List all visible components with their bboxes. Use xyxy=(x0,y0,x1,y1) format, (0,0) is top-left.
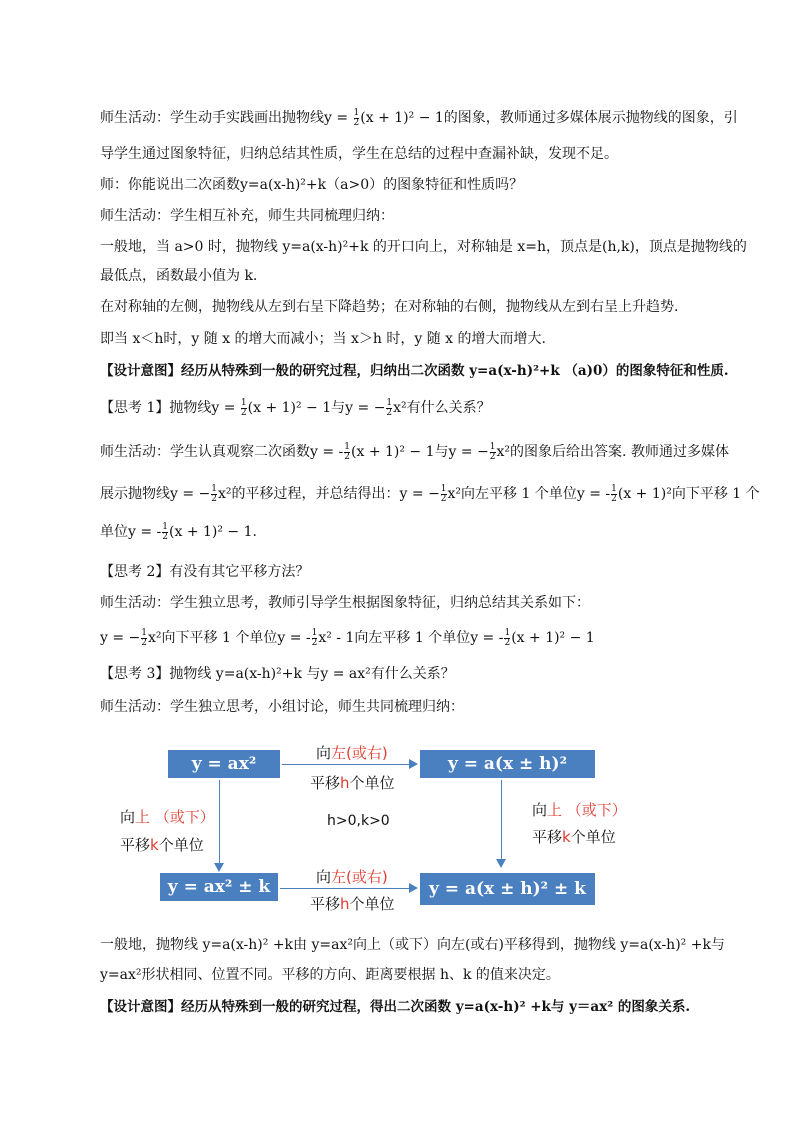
text: 向 xyxy=(120,808,136,826)
frac-den: 2 xyxy=(240,407,247,418)
arrow-down-left xyxy=(219,780,220,870)
frac-den: 2 xyxy=(353,117,360,128)
bottom-arrow-label-2 xyxy=(310,893,395,914)
text: 师生活动：学生认真观察二次函数y = - xyxy=(100,444,344,460)
think-2-chain xyxy=(100,628,595,648)
text: (x + 1)² − 1. xyxy=(169,524,257,540)
left-arrow-label-1 xyxy=(120,806,215,827)
text: x²向左平移 1 个单位y = - xyxy=(447,486,611,502)
text: x²有什么关系？ xyxy=(393,400,491,416)
text: 平移 xyxy=(532,828,563,846)
box-y-a-x-h-2-k: y = a(x ± h)² ± k xyxy=(420,873,595,905)
paragraph-general-1: 一般地，当 a>0 时，抛物线 y=a(x-h)²+k 的开口向上，对称轴是 x=h，顶点是(h,k)，顶点是抛物线的 xyxy=(100,239,747,255)
text: 个单位 xyxy=(349,895,395,913)
frac-num: 1 xyxy=(311,627,318,638)
text: 向 xyxy=(316,744,332,762)
text: 向 xyxy=(316,868,332,886)
design-intent-2: 【设计意图】经历从特殊到一般的研究过程，得出二次函数 y=a(x-h)² +k与 y＝ax² 的图象关系. xyxy=(100,999,691,1015)
text: 平移 xyxy=(120,836,151,854)
fraction xyxy=(344,443,350,462)
fraction xyxy=(162,523,168,542)
conclusion-1: 一般地，抛物线 y=a(x-h)² +k由 y=ax²向上（或下）向左(或右)平移得到，抛物线 y=a(x-h)² +k与 xyxy=(100,937,725,953)
frac-num: 1 xyxy=(611,483,617,494)
paragraph-axis: 在对称轴的左侧，抛物线从左到右呈下降趋势；在对称轴的右侧，抛物线从左到右呈上升趋势. xyxy=(100,299,679,315)
text: 个单位 xyxy=(349,774,395,792)
fraction xyxy=(386,399,392,418)
frac-den: 2 xyxy=(440,493,447,504)
frac-num: 1 xyxy=(504,627,511,638)
box-y-a-x-h-2: y = a(x ± h)² xyxy=(420,750,595,778)
text: 师生活动：学生动手实践画出抛物线y = xyxy=(100,110,353,126)
frac-num: 1 xyxy=(211,483,218,494)
paragraph-1-line-2: 导学生通过图象特征，归纳总结其性质，学生在总结的过程中查漏补缺，发现不足。 xyxy=(100,146,618,162)
frac-den: 2 xyxy=(141,637,148,648)
bottom-arrow-label-1 xyxy=(316,866,388,887)
text: k xyxy=(150,836,159,854)
condition-label: h>0,k>0 xyxy=(327,813,390,829)
frac-den: 2 xyxy=(504,637,511,648)
text: 平移 xyxy=(310,895,341,913)
right-arrow-label-1 xyxy=(532,799,627,820)
text: y = − xyxy=(100,630,141,646)
fraction xyxy=(312,629,318,648)
frac-den: 2 xyxy=(386,407,393,418)
frac-num: 1 xyxy=(353,107,360,118)
fraction xyxy=(241,399,247,418)
text: (x + 1)² − 1的图象，教师通过多媒体展示抛物线的图象，引 xyxy=(360,110,738,126)
paragraph-1-line-1 xyxy=(100,108,738,128)
paragraph-general-2: 最低点，函数最小值为 k. xyxy=(100,268,258,284)
box-y-ax2: y = ax² xyxy=(168,750,280,778)
text: 单位y = - xyxy=(100,524,162,540)
text: x²的平移过程，并总结得出：y = − xyxy=(218,486,440,502)
frac-num: 1 xyxy=(162,521,169,532)
frac-den: 2 xyxy=(489,451,496,462)
think-3: 【思考 3】抛物线 y=a(x-h)²+k 与y = ax²有什么关系？ xyxy=(100,666,455,682)
text: k xyxy=(562,828,571,846)
fraction xyxy=(490,443,496,462)
frac-num: 1 xyxy=(386,397,393,408)
text: h xyxy=(340,895,350,913)
frac-num: 1 xyxy=(440,483,447,494)
think-2-activity: 师生活动：学生独立思考，教师引导学生根据图象特征，归纳总结其关系如下： xyxy=(100,595,590,611)
paragraph-monotonic: 即当 x＜h时，y 随 x 的增大而减小；当 x＞h 时，y 随 x 的增大而增大. xyxy=(100,331,546,347)
text: (x + 1)²向下平移 1 个 xyxy=(617,486,760,502)
text: 个单位 xyxy=(158,836,204,854)
text: (x + 1)² − 1 xyxy=(511,630,595,646)
fraction xyxy=(504,629,510,648)
frac-den: 2 xyxy=(311,637,318,648)
text: 【思考 1】抛物线y = xyxy=(100,400,240,416)
arrow-right-top xyxy=(282,764,416,765)
frac-num: 1 xyxy=(344,441,351,452)
fraction xyxy=(611,485,617,504)
arrow-down-right xyxy=(501,780,502,866)
text: (x + 1)² − 1与y = − xyxy=(351,444,489,460)
top-arrow-label-1 xyxy=(316,742,388,763)
text: x²的图象后给出答案. 教师通过多媒体 xyxy=(496,444,729,460)
think-1 xyxy=(100,398,491,418)
fraction xyxy=(141,629,147,648)
think-1-activity-2 xyxy=(100,484,760,504)
text: 个单位 xyxy=(570,828,616,846)
frac-num: 1 xyxy=(141,627,148,638)
text: x² - 1向左平移 1 个单位y = - xyxy=(318,630,504,646)
think-1-activity-1 xyxy=(100,442,729,462)
text: 平移 xyxy=(310,774,341,792)
conclusion-2: y=ax²形状相同、位置不同。平移的方向、距离要根据 h、k 的值来决定。 xyxy=(100,967,560,983)
text: 左(或右) xyxy=(331,868,388,886)
design-intent-1: 【设计意图】经历从特殊到一般的研究过程，归纳出二次函数 y=a(x-h)²+k （a)0）的图象特征和性质. xyxy=(100,363,729,379)
paragraph-activity: 师生活动：学生相互补充，师生共同梳理归纳： xyxy=(100,208,394,224)
left-arrow-label-2 xyxy=(120,834,204,855)
right-arrow-label-2 xyxy=(532,826,616,847)
text: 上 （或下） xyxy=(135,808,215,826)
box-y-ax2-k: y = ax² ± k xyxy=(160,873,278,901)
text: 上 （或下） xyxy=(547,801,627,819)
arrow-right-bottom xyxy=(280,888,416,889)
paragraph-question: 师：你能说出二次函数y=a(x-h)²+k（a>0）的图象特征和性质吗？ xyxy=(100,177,524,193)
frac-den: 2 xyxy=(344,451,351,462)
think-2: 【思考 2】有没有其它平移方法？ xyxy=(100,564,310,580)
text: 展示抛物线y = − xyxy=(100,486,211,502)
text: 向 xyxy=(532,801,548,819)
think-1-activity-3 xyxy=(100,522,257,542)
fraction xyxy=(211,485,217,504)
frac-num: 1 xyxy=(489,441,496,452)
frac-num: 1 xyxy=(240,397,247,408)
fraction xyxy=(354,109,360,128)
text: 左(或右) xyxy=(331,744,388,762)
top-arrow-label-2 xyxy=(310,772,395,793)
frac-den: 2 xyxy=(211,493,218,504)
fraction xyxy=(441,485,447,504)
text: h xyxy=(340,774,350,792)
text: (x + 1)² − 1与y = − xyxy=(247,400,386,416)
frac-den: 2 xyxy=(162,531,169,542)
frac-den: 2 xyxy=(611,493,617,504)
think-3-activity: 师生活动：学生独立思考，小组讨论，师生共同梳理归纳： xyxy=(100,699,464,715)
text: x²向下平移 1 个单位y = - xyxy=(148,630,311,646)
